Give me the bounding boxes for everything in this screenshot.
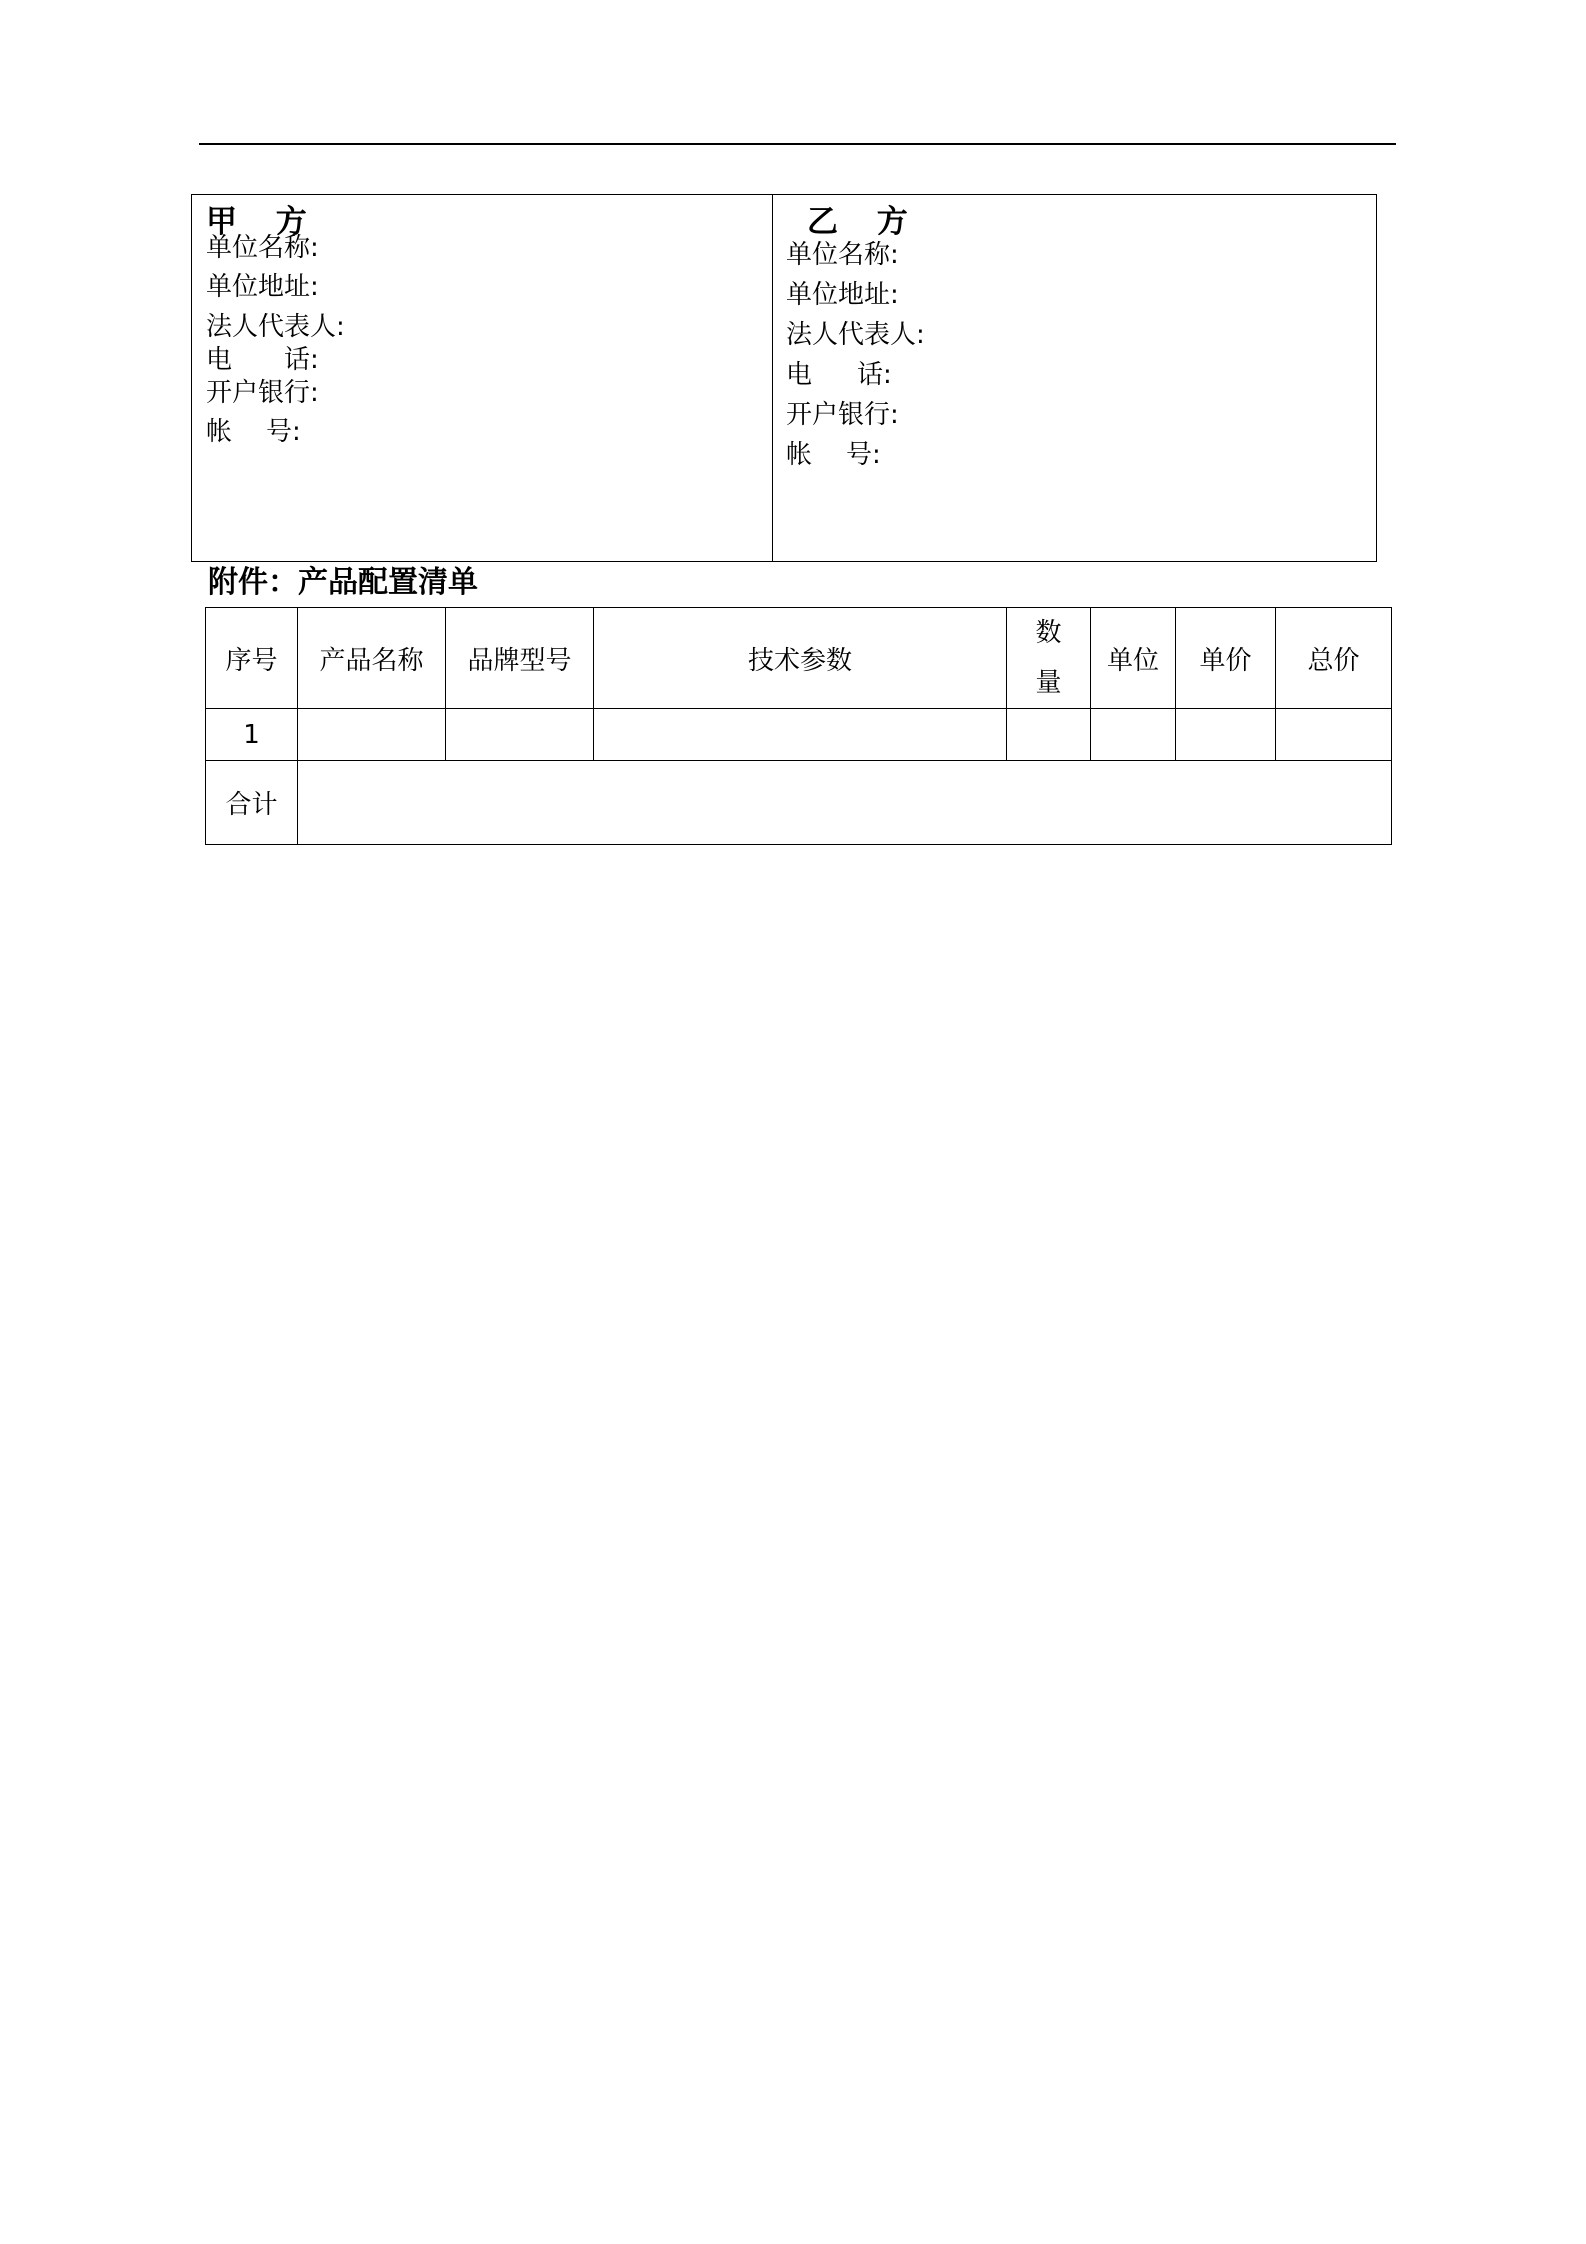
table-row xyxy=(206,709,1392,761)
party-b-account-label-b: 号: xyxy=(846,440,881,470)
party-a-legal-rep-label: 法人代表人: xyxy=(206,312,345,342)
party-b-section xyxy=(773,195,1376,561)
header-quantity-line1: 数 xyxy=(1035,618,1062,648)
cell-unit-price xyxy=(1176,709,1276,761)
header-brand-model: 品牌型号 xyxy=(446,608,594,709)
party-b-account-label-a: 帐 xyxy=(786,440,813,470)
party-a-section xyxy=(192,195,773,561)
table-total-row xyxy=(206,761,1392,845)
cell-total-price xyxy=(1276,709,1392,761)
attachment-title: 附件：产品配置清单 xyxy=(208,565,478,600)
header-tech-params: 技术参数 xyxy=(594,608,1007,709)
party-b-unit-name-label: 单位名称: xyxy=(786,240,899,270)
party-a-phone-label-b: 话: xyxy=(284,345,319,375)
cell-unit xyxy=(1091,709,1176,761)
party-a-account-label-a: 帐 xyxy=(206,417,233,447)
party-b-phone-label-a: 电 xyxy=(786,360,813,390)
cell-tech-params xyxy=(594,709,1007,761)
party-b-account-label xyxy=(786,440,881,470)
header-quantity xyxy=(1007,608,1091,709)
cell-index: 1 xyxy=(206,709,298,761)
header-product-name: 产品名称 xyxy=(298,608,446,709)
header-total-price: 总价 xyxy=(1276,608,1392,709)
table-header-row xyxy=(206,608,1392,709)
party-b-bank-label: 开户银行: xyxy=(786,400,899,430)
party-a-phone-label-a: 电 xyxy=(206,345,233,375)
cell-product-name xyxy=(298,709,446,761)
header-index: 序号 xyxy=(206,608,298,709)
cell-brand-model xyxy=(446,709,594,761)
cell-quantity xyxy=(1007,709,1091,761)
party-a-unit-address-label: 单位地址: xyxy=(206,272,319,302)
party-a-account-label xyxy=(206,417,301,447)
product-config-table xyxy=(205,607,1392,845)
total-label: 合计 xyxy=(206,761,298,845)
parties-box xyxy=(191,194,1377,562)
party-b-phone-label-b: 话: xyxy=(857,360,892,390)
party-b-phone-label xyxy=(786,360,892,390)
header-rule xyxy=(199,143,1396,145)
party-a-unit-name-label: 单位名称: xyxy=(206,233,319,263)
party-b-title: 乙 方 xyxy=(807,204,922,240)
header-quantity-line2: 量 xyxy=(1035,668,1062,698)
party-b-legal-rep-label: 法人代表人: xyxy=(786,320,925,350)
party-a-account-label-b: 号: xyxy=(266,417,301,447)
party-a-phone-label xyxy=(206,345,319,375)
party-a-bank-label: 开户银行: xyxy=(206,378,319,408)
party-a-title: 甲 方 xyxy=(206,204,321,240)
header-unit: 单位 xyxy=(1091,608,1176,709)
header-unit-price: 单价 xyxy=(1176,608,1276,709)
party-b-unit-address-label: 单位地址: xyxy=(786,280,899,310)
total-value xyxy=(298,761,1392,845)
